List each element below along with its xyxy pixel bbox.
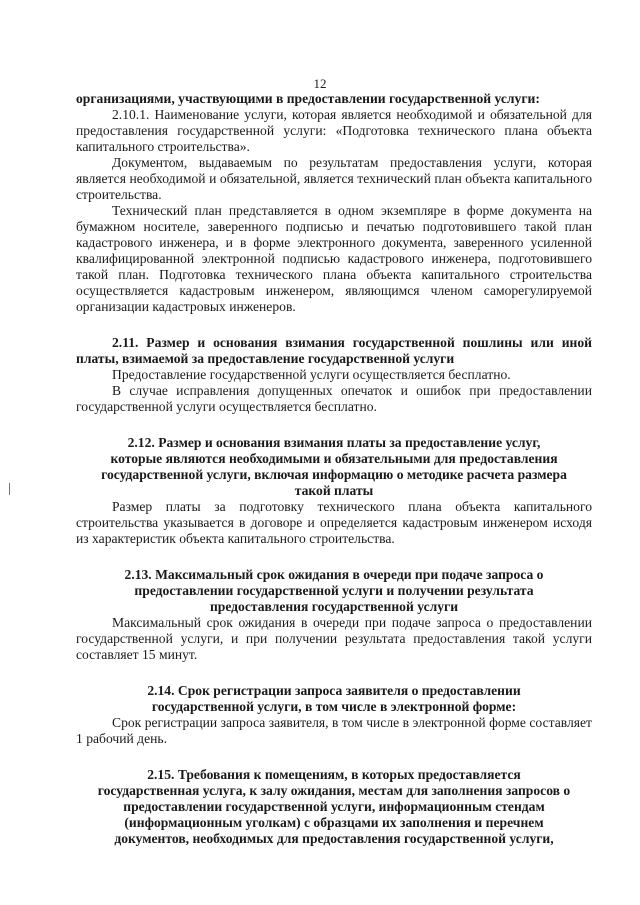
section-2-15-heading-line: государственная услуга, к залу ожидания, местам для заполнения запросов о	[97, 783, 571, 798]
section-2-15-heading	[76, 767, 592, 847]
paragraph-2-10-1: 2.10.1. Наименование услуги, которая является необходимой и обязательной для предоставления государственной услуги: «Подготовка технического плана объекта капитального строительства».	[76, 107, 592, 154]
section-2-11-paragraph-2: В случае исправления допущенных опечаток и ошибок при предоставлении государственной услуги осуществляется бесплатно.	[76, 383, 592, 414]
section-2-13-heading-line: предоставления государственной услуги	[209, 599, 459, 614]
section-2-14-heading-line: 2.14. Срок регистрации запроса заявителя о предоставлении	[147, 683, 521, 698]
page-number: 12	[313, 76, 327, 91]
margin-mark	[9, 483, 10, 495]
section-2-12-heading-line: которые являются необходимыми и обязательными для предоставления	[110, 451, 558, 466]
section-gap	[76, 315, 592, 335]
paragraph-technical-plan: Технический план представляется в одном экземпляре в форме документа на бумажном носителе, заверенного подписью и печатью подготовившего такой план кадастрового инженера, и в форме электронного документа, заверенного усиленной квалифицированной электронной подписью кадастрового инженера, подготовившего такой план. Подготовка технического плана объекта капитального строительства осуществляется кадастровым инженером, являющимся членом саморегулируемой организации кадастровых инженеров.	[76, 203, 592, 314]
section-gap	[76, 663, 592, 683]
section-2-12-heading-line: такой платы	[294, 483, 374, 498]
section-2-13-heading-line: 2.13. Максимальный срок ожидания в очереди при подаче запроса о	[124, 567, 544, 582]
section-gap	[76, 415, 592, 435]
section-2-12-heading-line: 2.12. Размер и основания взимания платы за предоставление услуг,	[127, 435, 541, 450]
section-2-12-heading	[76, 435, 592, 499]
section-2-14-heading-line: государственной услуги, в том числе в электронной форме:	[151, 699, 517, 714]
section-gap	[76, 747, 592, 767]
section-2-15-heading-line: 2.15. Требования к помещениям, в которых предоставляется	[147, 767, 521, 782]
section-2-13-heading	[76, 567, 592, 615]
section-2-11-paragraph-1: Предоставление государственной услуги осуществляется бесплатно.	[112, 367, 511, 382]
section-2-15-heading-line: документов, необходимых для предоставления государственной услуги,	[114, 831, 554, 846]
section-2-13-heading-line: предоставлении государственной услуги и получении результата	[134, 583, 534, 598]
section-gap	[76, 547, 592, 567]
section-2-15-heading-line: (информационным уголкам) с образцами их заполнения и перечнем	[124, 815, 544, 830]
paragraph-result-document: Документом, выдаваемым по результатам предоставления услуги, которая является необходимой и обязательной, является технический план объекта капитального строительства.	[76, 155, 592, 202]
continued-heading-line: организациями, участвующими в предоставлении государственной услуги:	[76, 91, 540, 106]
section-2-12-paragraph-1: Размер платы за подготовку технического плана объекта капитального строительства указывается в договоре и определяется кадастровым инженером исходя из характеристик объекта капитального строительства.	[76, 499, 592, 546]
section-2-15-heading-line: предоставлении государственной услуги, информационным стендам	[123, 799, 545, 814]
section-2-14-heading	[76, 683, 592, 715]
section-2-13-paragraph-1: Максимальный срок ожидания в очереди при подаче запроса о предоставлении государственной услуги, и при получении результата предоставления такой услуги составляет 15 минут.	[76, 615, 592, 662]
section-2-11-heading: 2.11. Размер и основания взимания государственной пошлины или иной платы, взимаемой за предоставление государственной услуги	[76, 335, 592, 366]
section-2-14-paragraph-1: Срок регистрации запроса заявителя, в том числе в электронной форме составляет 1 рабочий день.	[76, 715, 592, 746]
section-2-12-heading-line: государственной услуги, включая информацию о методике расчета размера	[101, 467, 567, 482]
document-body	[76, 91, 592, 847]
